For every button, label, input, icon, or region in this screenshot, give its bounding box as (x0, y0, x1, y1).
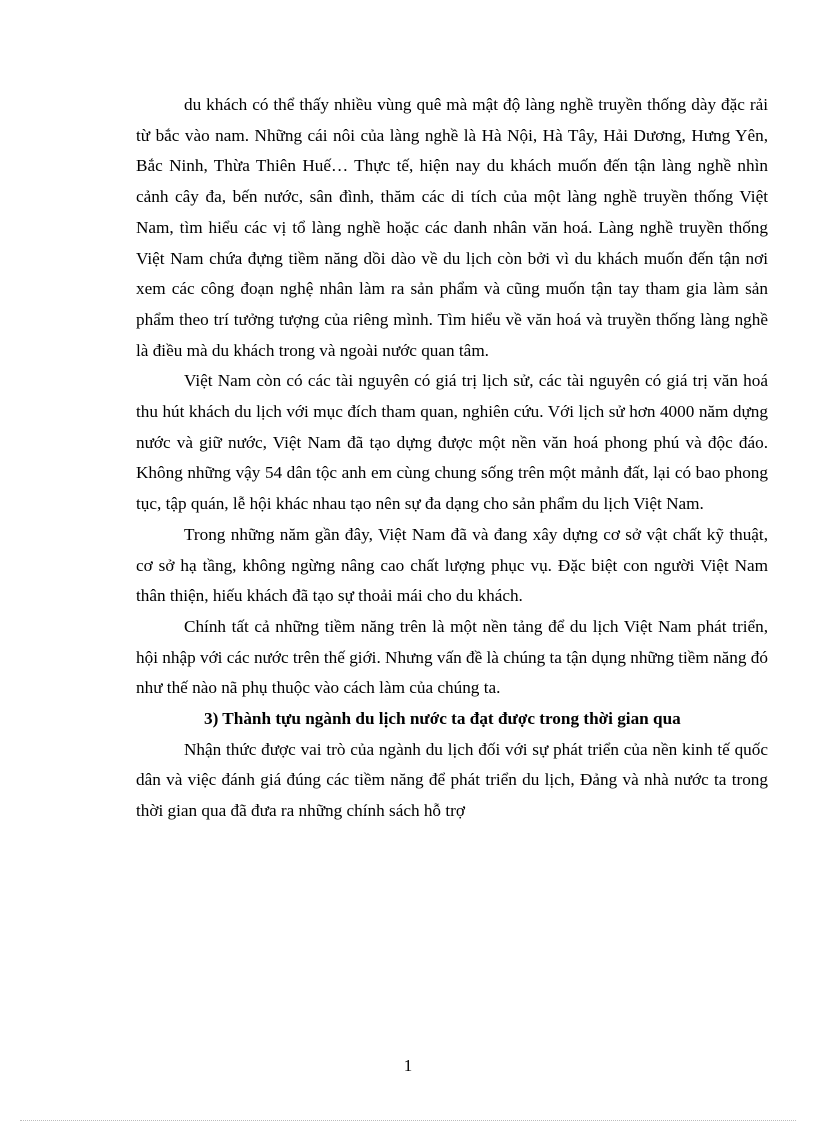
paragraph: du khách có thể thấy nhiều vùng quê mà mật độ làng nghề truyền thống dày đặc rải từ bắc vào nam. Những cái nôi của làng nghề là Hà Nội, Hà Tây, Hải Dương, Hưng Yên, Bắc Ninh, Thừa Thiên Huế… Thực tế, hiện nay du khách muốn đến tận làng nghề nhìn cảnh cây đa, bến nước, sân đình, thăm các di tích của một làng nghề truyền thống Việt Nam, tìm hiểu các vị tổ làng nghề hoặc các danh nhân văn hoá. Làng nghề truyền thống Việt Nam chứa đựng tiềm năng dồi dào về du lịch còn bởi vì du khách muốn đến tận nơi xem các công đoạn nghệ nhân làm ra sản phẩm và cũng muốn tận tay tham gia làm sản phẩm theo trí tưởng tượng của riêng mình. Tìm hiểu về văn hoá và truyền thống làng nghề là điều mà du khách trong và ngoài nước quan tâm. (136, 95, 768, 360)
page-number: 1 (403, 1056, 413, 1075)
section-heading: 3) Thành tựu ngành du lịch nước ta đạt được trong thời gian qua (204, 709, 681, 729)
page-break-line (20, 1120, 796, 1121)
paragraph: Chính tất cả những tiềm năng trên là một nền tảng để du lịch Việt Nam phát triển, hội nhập với các nước trên thế giới. Nhưng vấn đề là chúng ta tận dụng những tiềm năng đó như thế nào nã phụ thuộc vào cách làm của chúng ta. (136, 616, 768, 698)
paragraph: Việt Nam còn có các tài nguyên có giá trị lịch sử, các tài nguyên có giá trị văn hoá thu hút khách du lịch với mục đích tham quan, nghiên cứu. Với lịch sử hơn 4000 năm dựng nước và giữ nước, Việt Nam đã tạo dựng được một nền văn hoá phong phú và độc đáo. Không những vậy 54 dân tộc anh em cùng chung sống trên một mảnh đất, lại có bao phong tục, tập quán, lễ hội khác nhau tạo nên sự đa dạng cho sản phẩm du lịch Việt Nam. (136, 371, 768, 514)
paragraph: Trong những năm gần đây, Việt Nam đã và đang xây dựng cơ sở vật chất kỹ thuật, cơ sở hạ tầng, không ngừng nâng cao chất lượng phục vụ. Đặc biệt con người Việt Nam thân thiện, hiếu khách đã tạo sự thoải mái cho du khách. (136, 524, 768, 606)
body-text (136, 90, 768, 827)
paragraph: Nhận thức được vai trò của ngành du lịch đối với sự phát triển của nền kinh tế quốc dân và việc đánh giá đúng các tiềm năng để phát triển du lịch, Đảng và nhà nước ta trong thời gian qua đã đưa ra những chính sách hỗ trợ (136, 739, 768, 821)
